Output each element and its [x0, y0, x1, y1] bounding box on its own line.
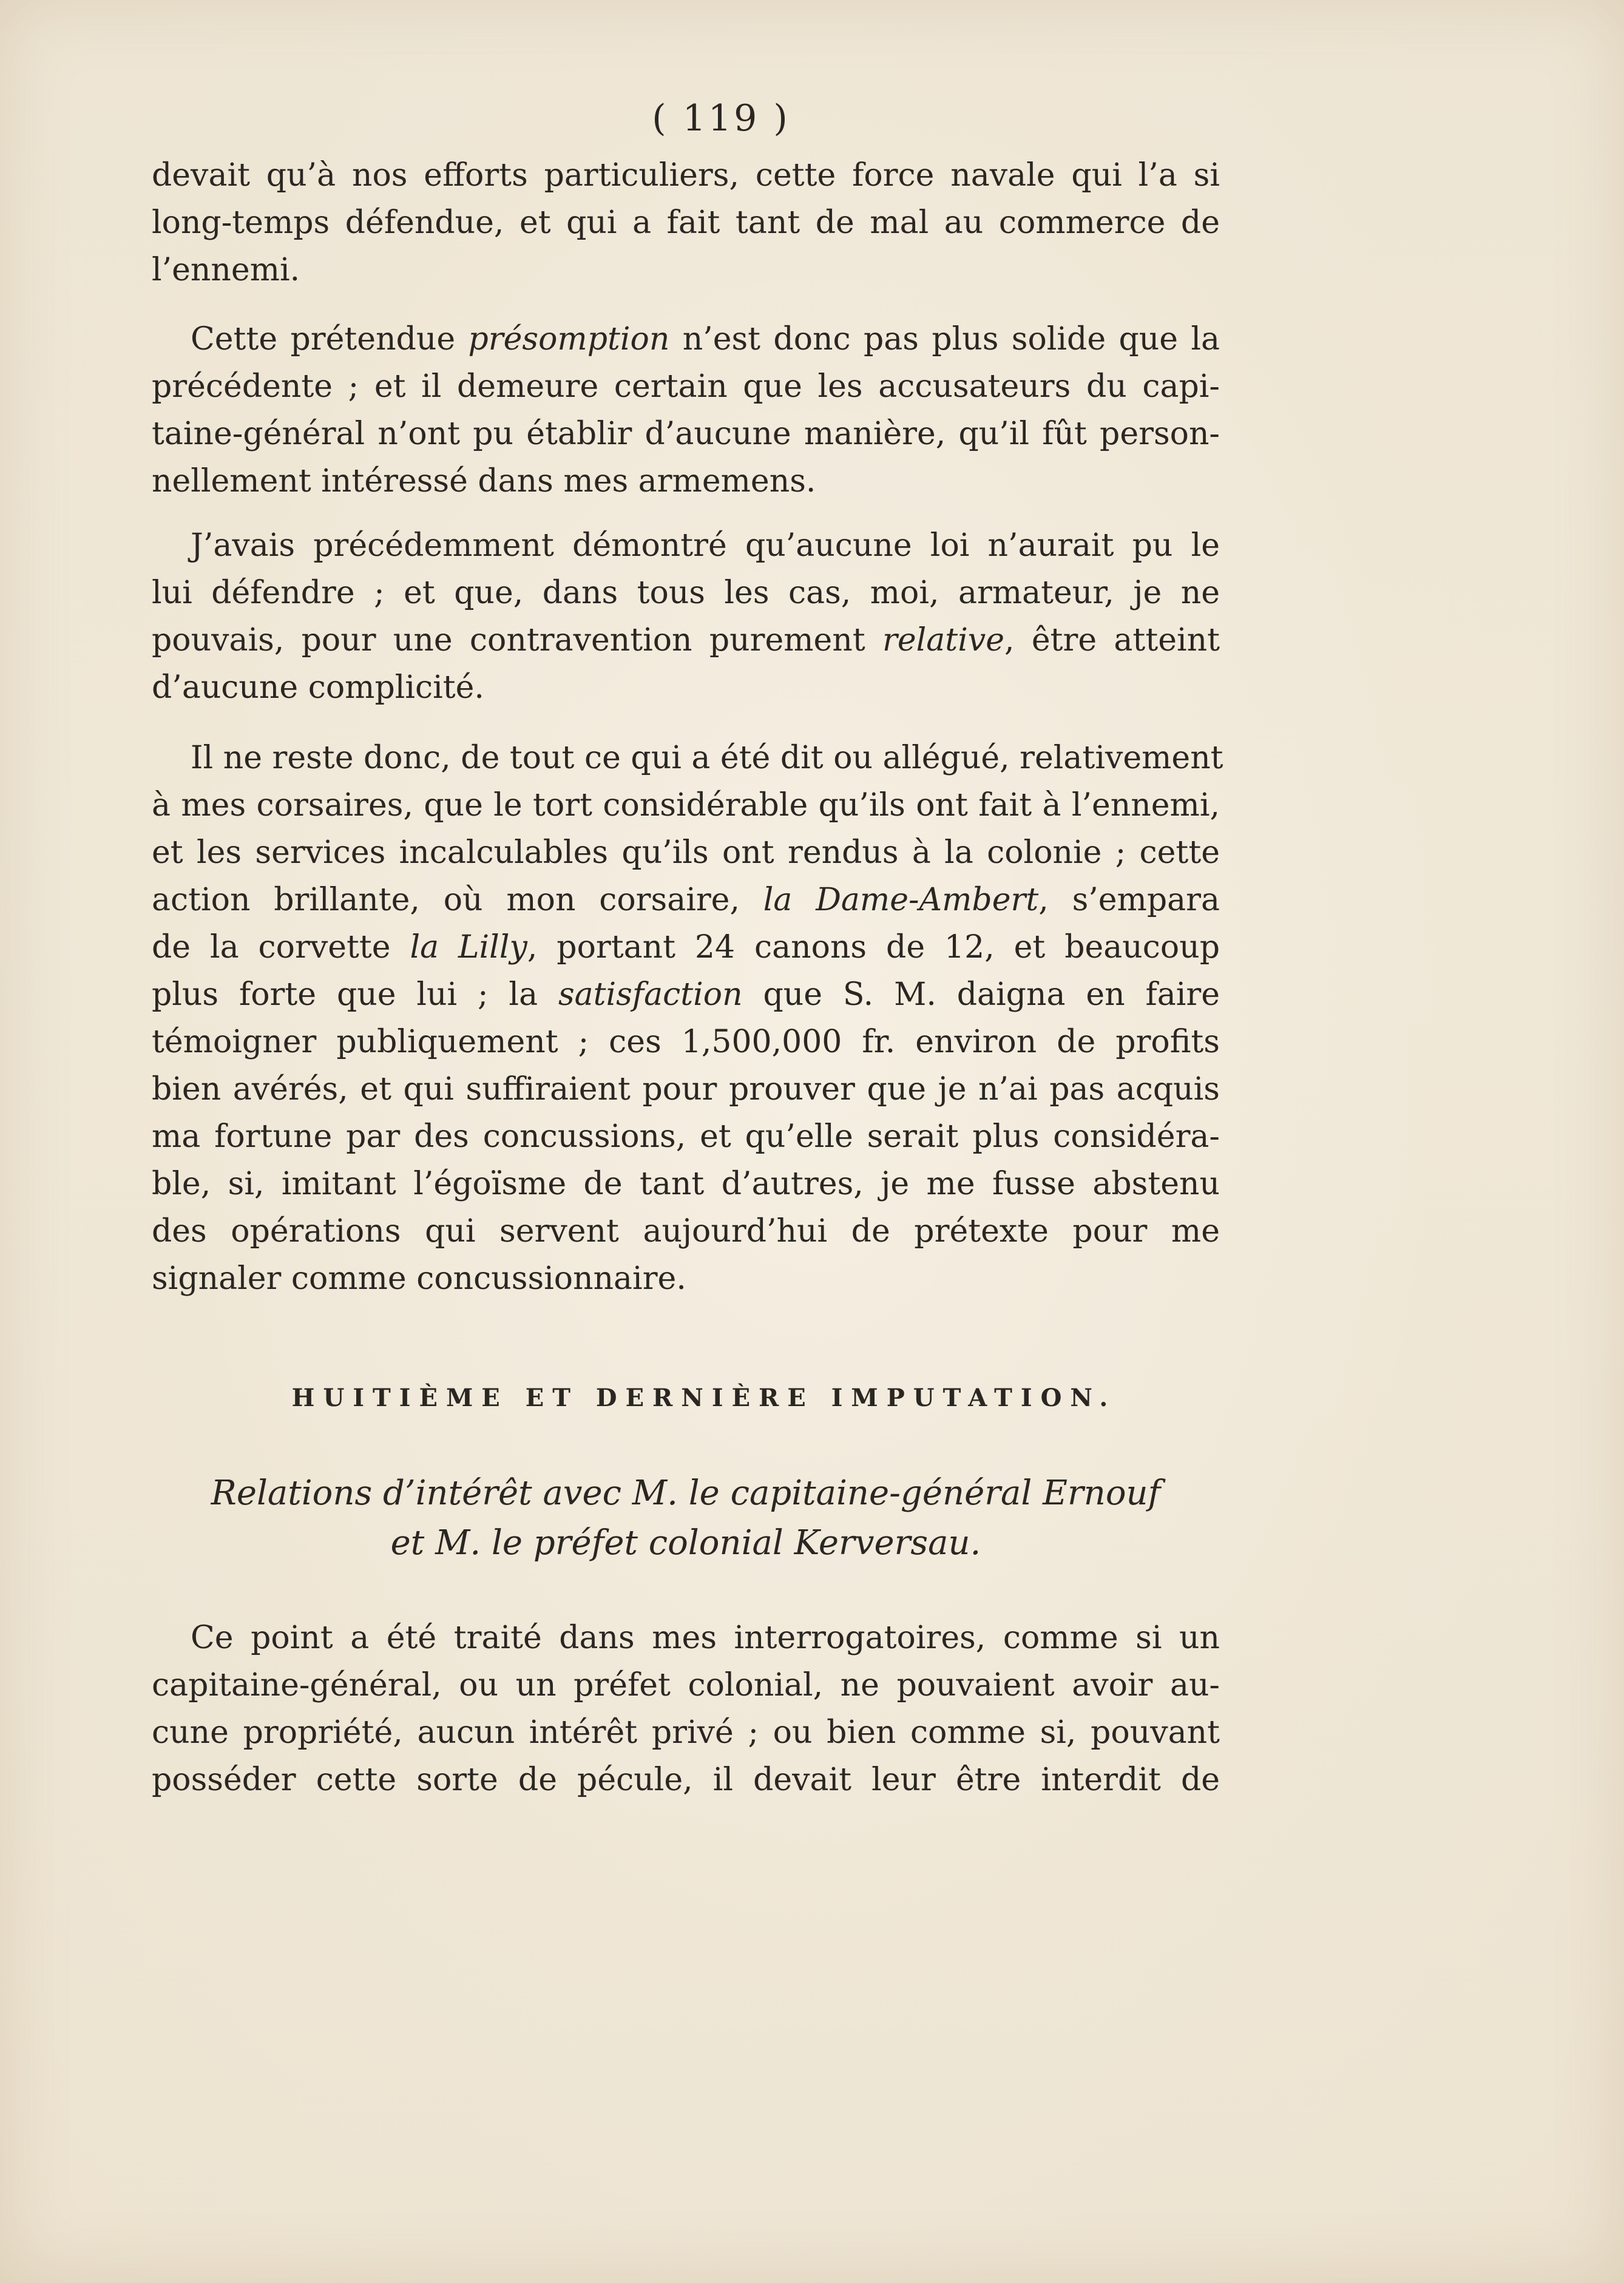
- italic-term: la Dame-Ambert: [763, 882, 1039, 918]
- text-run: de la corvette: [152, 929, 391, 966]
- text-line: devait qu’à nos efforts particuliers, cette force navale qui l’a si: [152, 157, 1220, 194]
- subtitle-line: et M. le préfet colonial Kerversau.: [390, 1523, 981, 1563]
- text-line: précédente ; et il demeure certain que les accusateurs du capi-: [152, 368, 1220, 405]
- text-line: [152, 924, 1220, 971]
- paragraph-interrogatoires: [152, 1614, 1220, 1804]
- text-line: [152, 876, 1220, 924]
- paragraph-corsaires: [152, 734, 1223, 1302]
- text-line: cune propriété, aucun intérêt privé ; ou bien comme si, pouvant: [152, 1714, 1220, 1751]
- text-run: Cette prétendue: [191, 321, 456, 357]
- subtitle-line: Relations d’intérêt avec M. le capitaine-général Ernouf: [211, 1473, 1161, 1513]
- text-run: n’est donc pas plus solide que la: [682, 321, 1220, 357]
- text-line: J’avais précédemment démontré qu’aucune loi n’aurait pu le: [191, 527, 1220, 564]
- text-run: , être atteint: [1004, 622, 1220, 658]
- text-line: et les services incalculables qu’ils ont rendus à la colonie ; cette: [152, 834, 1220, 871]
- text-line: témoigner publiquement ; ces 1,500,000 fr. environ de profits: [152, 1024, 1220, 1060]
- text-line: ble, si, imitant l’égoïsme de tant d’autres, je me fusse abstenu: [152, 1166, 1220, 1202]
- italic-term: présomption: [468, 321, 670, 357]
- section-subtitle: [152, 1469, 1220, 1568]
- text-line: long-temps défendue, et qui a fait tant de mal au commerce de: [152, 205, 1220, 241]
- paragraph-presomption: [152, 316, 1220, 505]
- paragraph-demonstration: [152, 522, 1220, 711]
- text-line: Il ne reste donc, de tout ce qui a été dit ou allégué, relativement: [191, 740, 1223, 776]
- text-line: bien avérés, et qui suffiraient pour prouver que je n’ai pas acquis: [152, 1071, 1220, 1108]
- text-line: nellement intéressé dans mes armemens.: [152, 463, 816, 499]
- text-run: que S. M. daigna en faire: [763, 976, 1220, 1013]
- italic-term: relative: [882, 622, 1004, 658]
- text-line: des opérations qui servent aujourd’hui de prétexte pour me: [152, 1213, 1220, 1250]
- text-line: posséder cette sorte de pécule, il devait leur être interdit de: [152, 1762, 1220, 1798]
- text-run: plus forte que lui ; la: [152, 976, 538, 1013]
- section-title: HUITIÈME ET DERNIÈRE IMPUTATION.: [291, 1384, 1117, 1412]
- text-run: , portant 24 canons de 12, et beaucoup: [527, 929, 1220, 966]
- text-line: lui défendre ; et que, dans tous les cas, moi, armateur, je ne: [152, 575, 1220, 611]
- text-run: action brillante, où mon corsaire,: [152, 882, 740, 918]
- italic-term: satisfaction: [558, 976, 743, 1013]
- text-line: capitaine-général, ou un préfet colonial, ne pouvaient avoir au-: [152, 1667, 1220, 1703]
- text-line: Ce point a été traité dans mes interrogatoires, comme si un: [191, 1620, 1220, 1656]
- text-line: [152, 971, 1220, 1018]
- text-run: , s’empara: [1038, 882, 1220, 918]
- paragraph-continuation: [152, 152, 1220, 294]
- italic-term: la Lilly: [410, 929, 527, 966]
- text-line: d’aucune complicité.: [152, 669, 484, 706]
- page-number: ( 119 ): [652, 97, 790, 140]
- text-line: [152, 617, 1220, 664]
- text-line: ma fortune par des concussions, et qu’elle serait plus considéra-: [152, 1118, 1220, 1155]
- text-line: [152, 316, 1220, 363]
- text-line: l’ennemi.: [152, 252, 300, 288]
- text-line: à mes corsaires, que le tort considérable qu’ils ont fait à l’ennemi,: [152, 787, 1220, 824]
- text-run: pouvais, pour une contravention purement: [152, 622, 865, 658]
- text-line: signaler comme concussionnaire.: [152, 1260, 686, 1297]
- text-line: taine-général n’ont pu établir d’aucune manière, qu’il fût person-: [152, 416, 1220, 452]
